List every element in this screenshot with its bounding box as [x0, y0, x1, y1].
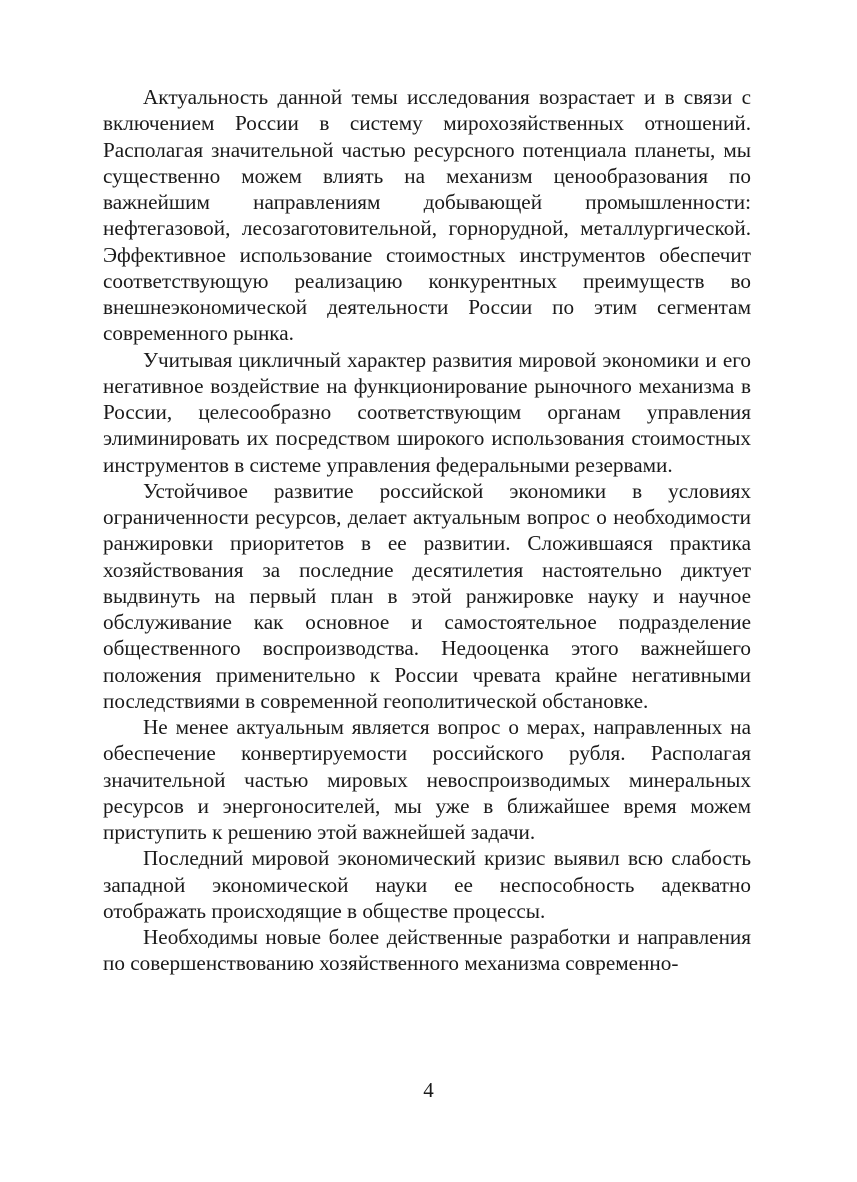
paragraph-1: Актуальность данной темы исследования возрастает и в связи с включением России в систему мирохозяйственных отношений. Располагая значительной частью ресурсного потенциала планеты, мы существенно можем влиять на механизм ценообразования по важнейшим направлениям добывающей промышленности: нефтегазовой, лесозаготовительной, горнорудной, металлургической. Эффективное использование стоимостных инструментов обеспечит соответствующую реализацию конкурентных преимуществ во внешнеэкономической деятельности России по этим сегментам современного рынка. [103, 85, 751, 346]
page-number: 4 [423, 1078, 434, 1102]
paragraph-2: Учитывая цикличный характер развития мировой экономики и его негативное воздействие на функционирование рыночного механизма в России, целесообразно соответствующим органам управления элиминировать их посредством широкого использования стоимостных инструментов в системе управления федеральными резервами. [103, 347, 751, 477]
paragraph-3: Устойчивое развитие российской экономики в условиях ограниченности ресурсов, делает актуальным вопрос о необходимости ранжировки приоритетов в ее развитии. Сложившаяся практика хозяйствования за последние десятилетия настоятельно диктует выдвинуть на первый план в этой ранжировке науку и научное обслуживание как основное и самостоятельное подразделение общественного воспроизводства. Недооценка этого важнейшего положения применительно к России чревата крайне негативными последствиями в современной геополитической обстановке. [103, 478, 751, 713]
body-text [103, 84, 751, 977]
paragraph-5: Последний мировой экономический кризис выявил всю слабость западной экономической науки ее неспособность адекватно отображать происходящие в обществе процессы. [103, 846, 751, 923]
paragraph-6: Необходимы новые более действенные разработки и направления по совершенствованию хозяйственного механизма современно- [103, 925, 751, 976]
paragraph-4: Не менее актуальным является вопрос о мерах, направленных на обеспечение конвертируемости российского рубля. Располагая значительной частью мировых невоспроизводимых минеральных ресурсов и энергоносителей, мы уже в ближайшее время можем приступить к решению этой важнейшей задачи. [103, 715, 751, 844]
